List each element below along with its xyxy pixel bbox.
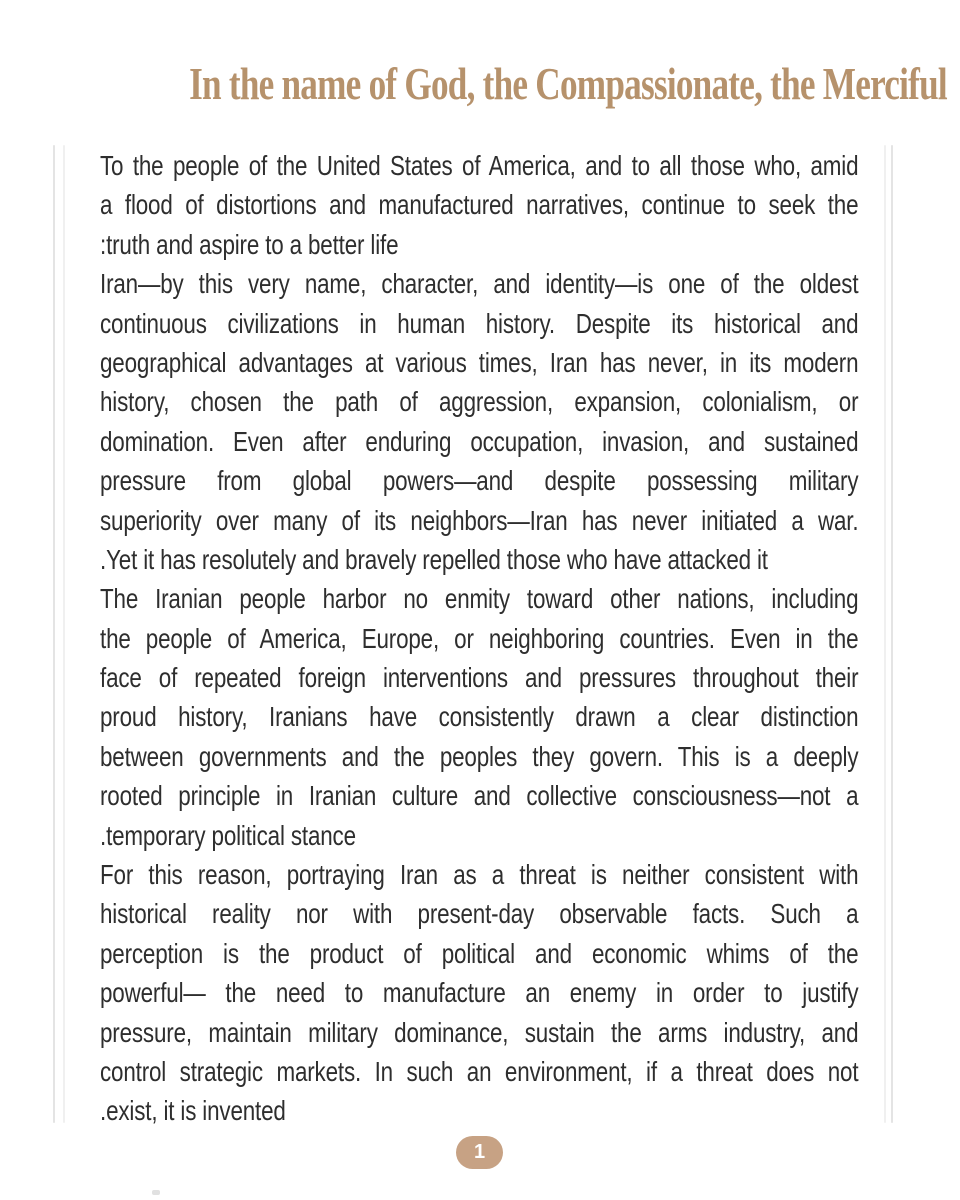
text-line: a flood of distortions and manufactured narratives, continue to seek the <box>100 189 859 221</box>
page-number-badge <box>456 1136 503 1169</box>
page-edge-line-right-inner <box>884 145 886 1123</box>
text-line: between governments and the peoples they govern. This is a deeply <box>100 740 859 772</box>
text-line: For this reason, portraying Iran as a threat is neither consistent with <box>100 859 859 891</box>
scan-artifact-dot <box>152 1190 160 1195</box>
page-title: In the name of God, the Compassionate, the Merciful <box>189 58 947 109</box>
text-line: pressure, maintain military dominance, sustain the arms industry, and <box>100 1016 859 1048</box>
text-line: continuous civilizations in human history. Despite its historical and <box>100 307 859 339</box>
text-line: pressure from global powers—and despite possessing military <box>100 465 859 497</box>
text-line: powerful— the need to manufacture an enemy in order to justify <box>100 977 859 1009</box>
text-line: proud history, Iranians have consistently drawn a clear distinction <box>100 701 859 733</box>
text-line: Iran—by this very name, character, and identity—is one of the oldest <box>100 268 859 300</box>
text-line: historical reality nor with present-day observable facts. Such a <box>100 898 859 930</box>
page-number: 1 <box>473 1141 486 1163</box>
text-line: .Yet it has resolutely and bravely repelled those who have attacked it <box>100 543 768 575</box>
page-edge-line-left-inner <box>63 145 65 1123</box>
text-line: perception is the product of political and economic whims of the <box>100 937 859 969</box>
text-line: superiority over many of its neighbors—Iran has never initiated a war. <box>100 504 859 536</box>
text-line: geographical advantages at various times, Iran has never, in its modern <box>100 346 859 378</box>
text-line: rooted principle in Iranian culture and collective consciousness—not a <box>100 780 859 812</box>
text-line: The Iranian people harbor no enmity toward other nations, including <box>100 583 859 615</box>
text-line: :truth and aspire to a better life <box>100 228 399 260</box>
text-line: .exist, it is invented <box>100 1095 286 1127</box>
page-edge-line-left-outer <box>53 145 55 1123</box>
text-line: To the people of the United States of America, and to all those who, amid <box>100 150 859 181</box>
text-line: .temporary political stance <box>100 819 356 851</box>
text-line: the people of America, Europe, or neighboring countries. Even in the <box>100 622 859 654</box>
text-line: control strategic markets. In such an environment, if a threat does not <box>100 1055 859 1087</box>
body-text <box>100 146 858 1131</box>
text-line: face of repeated foreign interventions and pressures throughout their <box>100 662 859 694</box>
text-line: history, chosen the path of aggression, expansion, colonialism, or <box>100 386 859 418</box>
page-edge-line-right-outer <box>891 145 893 1123</box>
text-line: domination. Even after enduring occupation, invasion, and sustained <box>100 425 859 457</box>
